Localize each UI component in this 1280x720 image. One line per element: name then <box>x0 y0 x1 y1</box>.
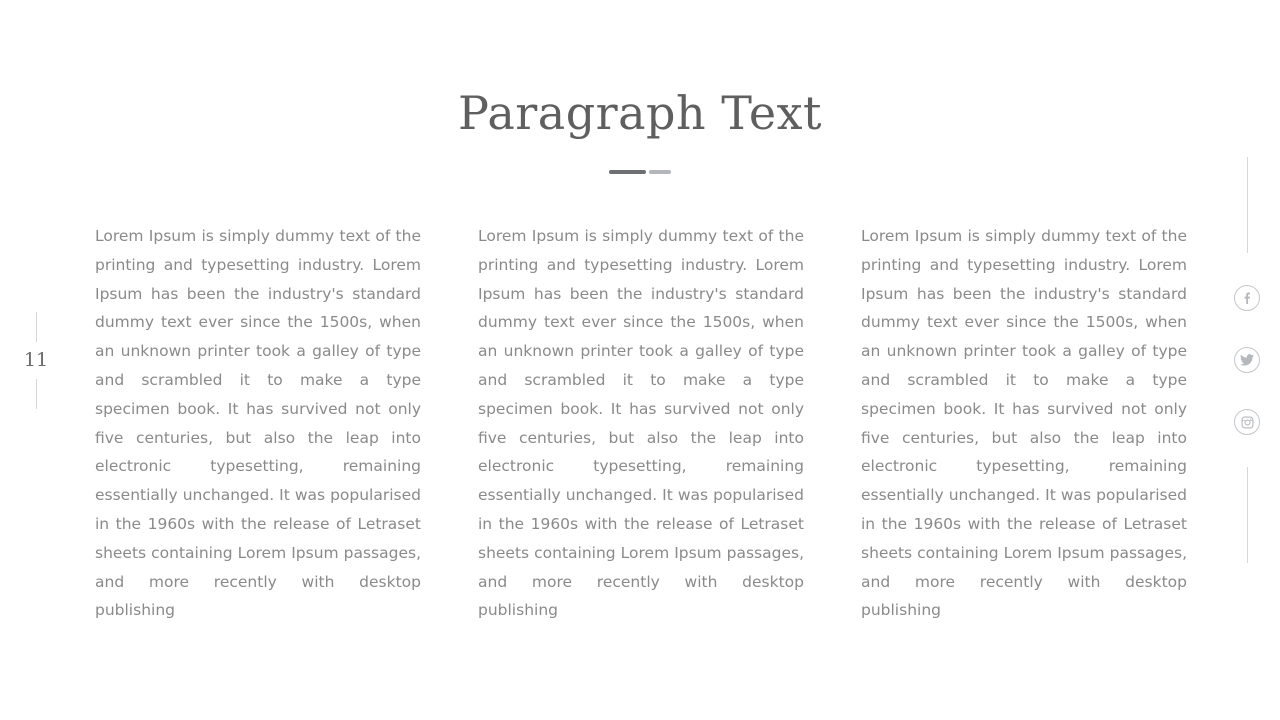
page-number: 11 <box>23 349 49 371</box>
social-line-bottom <box>1247 467 1248 563</box>
paragraph-column-3: Lorem Ipsum is simply dummy text of the printing and typesetting industry. Lorem Ipsum has been the industry's standard dummy text ever since the 1500s, when an unknown printer took a galley of type and scrambled it to make a type specimen book. It has survived not only five centuries, but also the leap into electronic typesetting, remaining essentially unchanged. It was popularised in the 1960s with the release of Letraset sheets containing Lorem Ipsum passages, and more recently with desktop publishing <box>861 227 1187 620</box>
title-divider <box>609 170 671 174</box>
paragraph-column-2: Lorem Ipsum is simply dummy text of the printing and typesetting industry. Lorem Ipsum has been the industry's standard dummy text ever since the 1500s, when an unknown printer took a galley of type and scrambled it to make a type specimen book. It has survived not only five centuries, but also the leap into electronic typesetting, remaining essentially unchanged. It was popularised in the 1960s with the release of Letraset sheets containing Lorem Ipsum passages, and more recently with desktop publishing <box>478 227 804 620</box>
paragraph-column-1: Lorem Ipsum is simply dummy text of the printing and typesetting industry. Lorem Ipsum has been the industry's standard dummy text ever since the 1500s, when an unknown printer took a galley of type and scrambled it to make a type specimen book. It has survived not only five centuries, but also the leap into electronic typesetting, remaining essentially unchanged. It was popularised in the 1960s with the release of Letraset sheets containing Lorem Ipsum passages, and more recently with desktop publishing <box>95 227 421 620</box>
twitter-icon[interactable] <box>1234 347 1260 373</box>
instagram-icon[interactable] <box>1234 409 1260 435</box>
facebook-icon[interactable] <box>1234 285 1260 311</box>
social-line-top <box>1247 157 1248 253</box>
page-number-line-top <box>36 312 37 342</box>
page-number-line-bottom <box>36 379 37 409</box>
divider-dark-segment <box>609 170 646 174</box>
divider-light-segment <box>649 170 671 174</box>
slide-title: Paragraph Text <box>457 86 823 140</box>
